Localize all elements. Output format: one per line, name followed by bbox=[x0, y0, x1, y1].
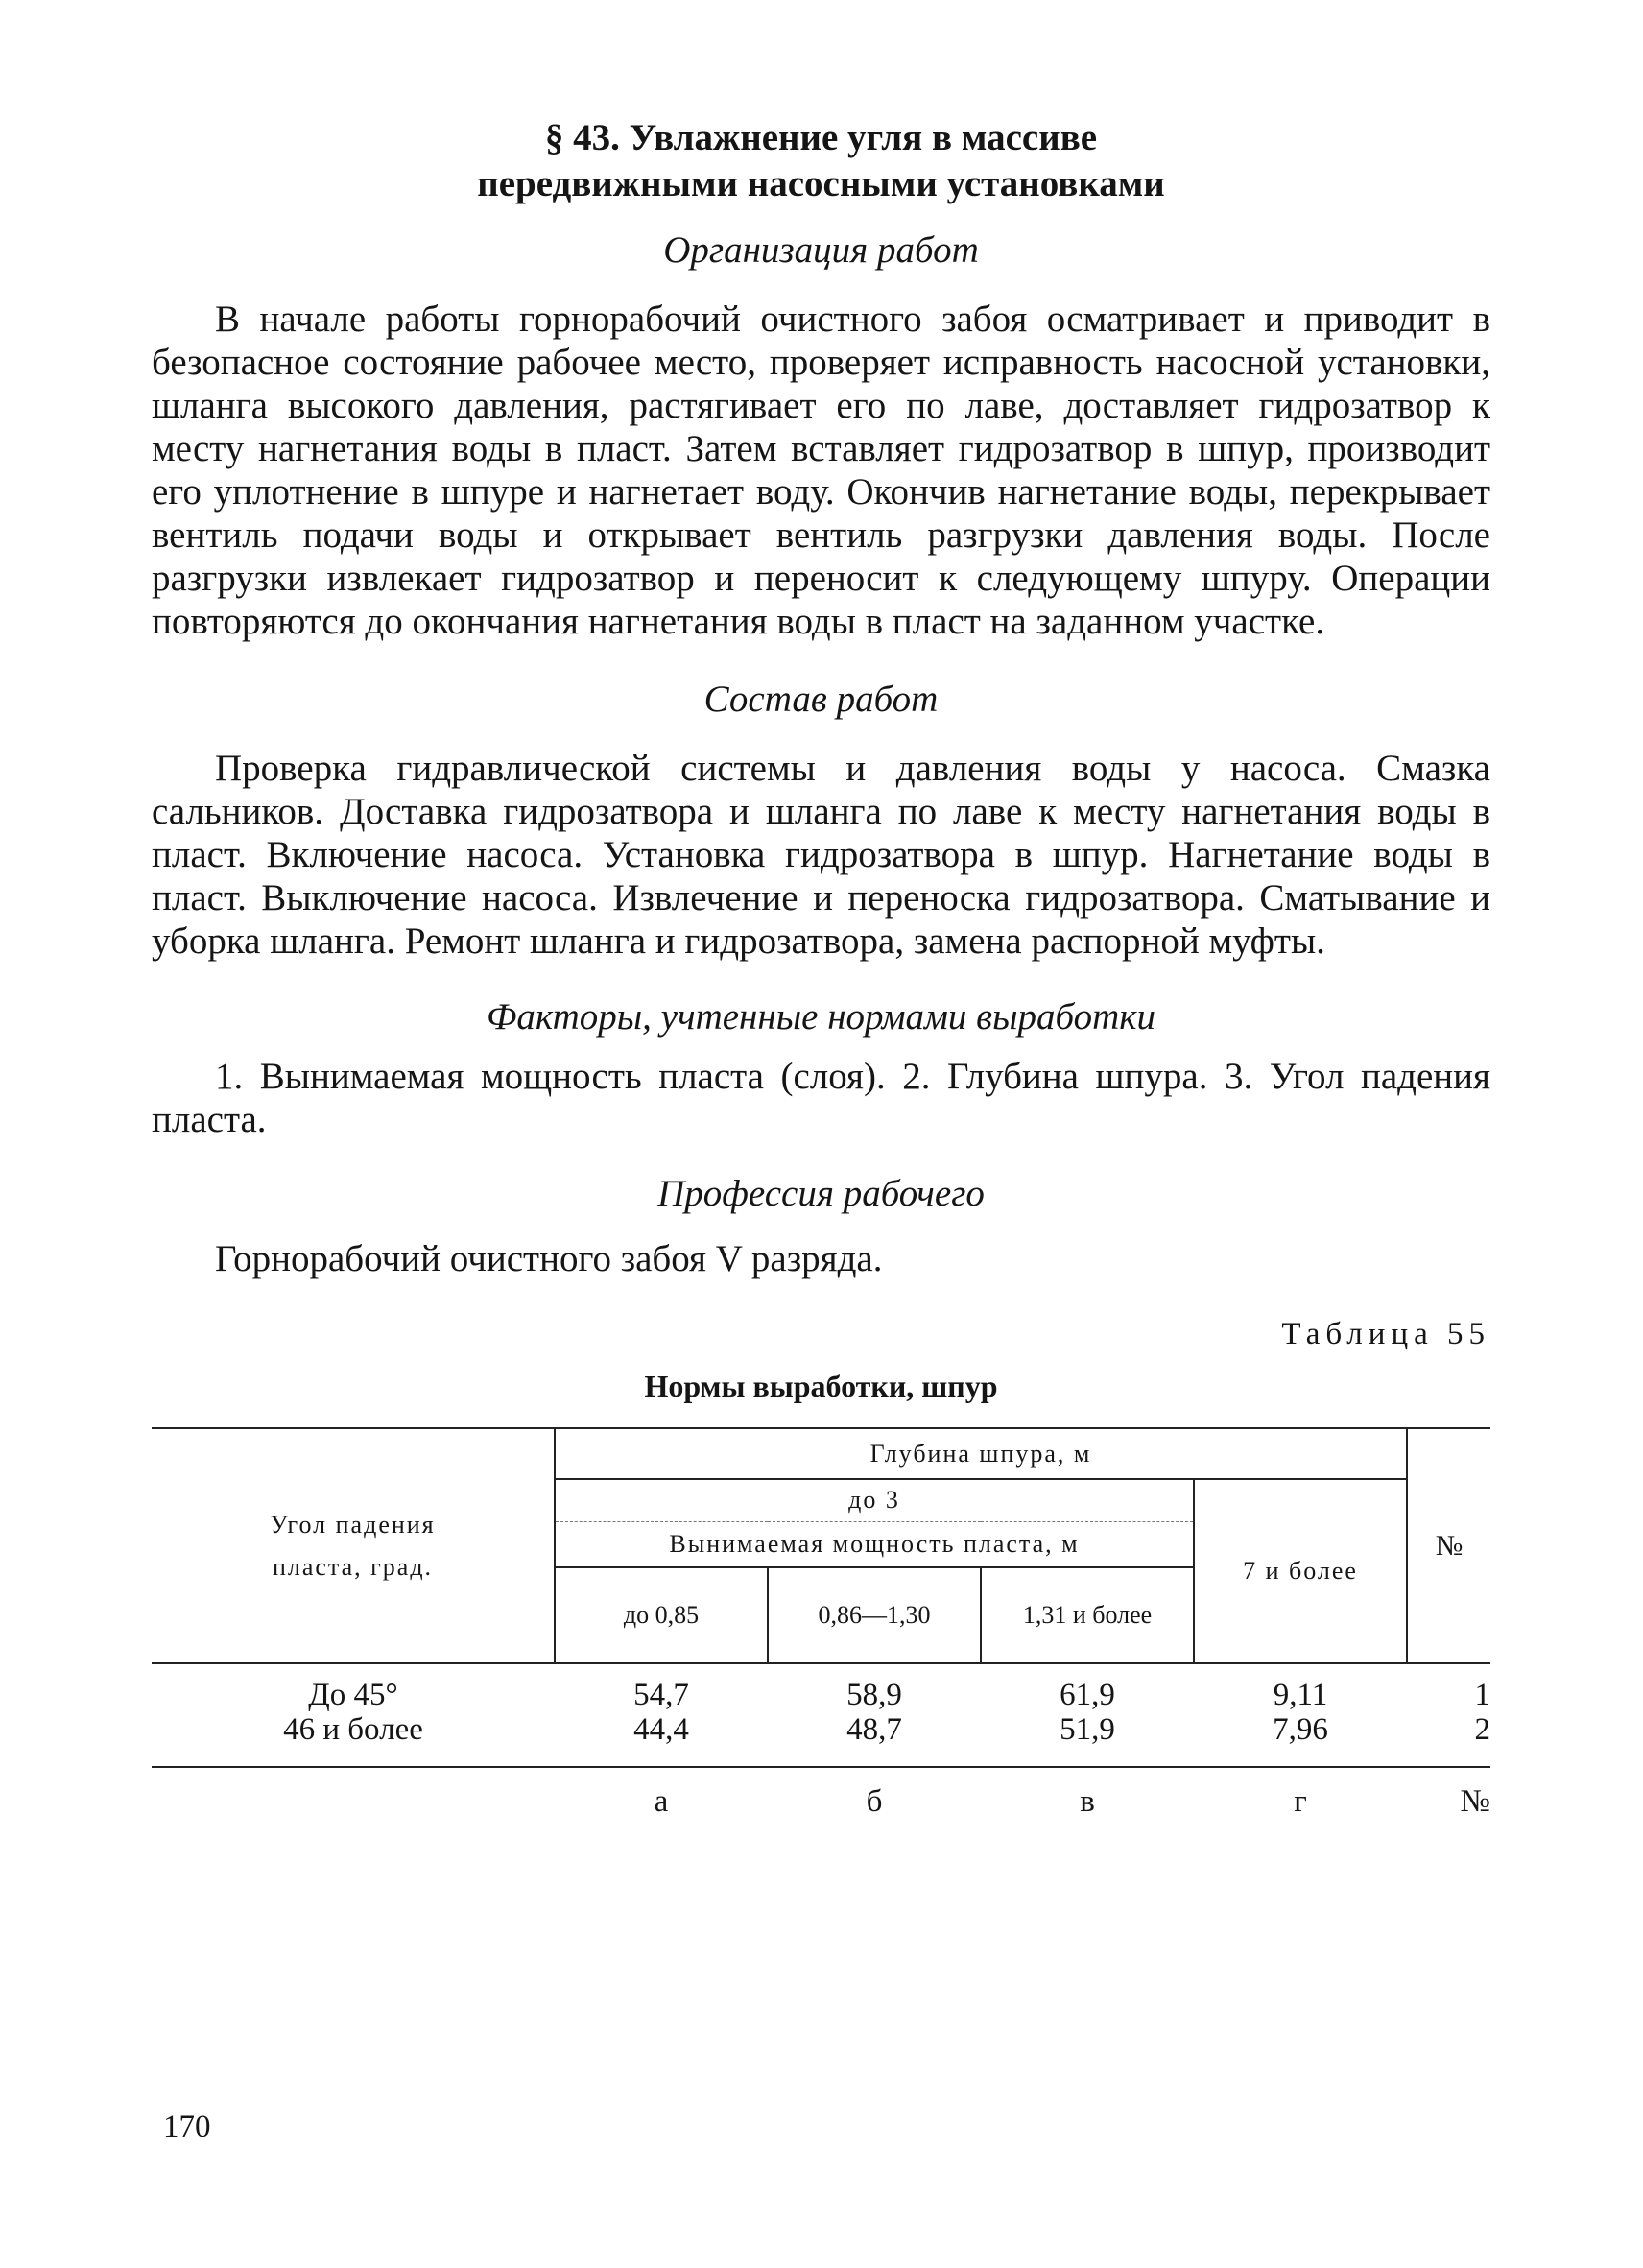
row2-num: 2 bbox=[1474, 1712, 1490, 1747]
row1-num: 1 bbox=[1474, 1678, 1490, 1712]
header-angle-line2: пласта, град. bbox=[272, 1552, 434, 1581]
factors-heading: Факторы, учтенные нормами выработки bbox=[486, 996, 1155, 1038]
header-7more: 7 и более bbox=[1194, 1479, 1407, 1663]
table-row bbox=[152, 1678, 1490, 1712]
composition-text: Проверка гидравлической системы и давления воды у насоса. Смазка сальников. Доставка гидрозатвора и шланга по лаве к месту нагнетания воды в пласт. Включение насоса. Установка гидрозатвора в шпур. Нагнетание воды в пласт. Выключение насоса. Извлечение и переноска гидрозатвора. Сматывание и уборка шланга. Ремонт шланга и гидрозатвора, замена распорной муфты. bbox=[152, 748, 1490, 962]
profession-heading: Профессия рабочего bbox=[657, 1173, 985, 1214]
organization-heading: Организация работ bbox=[663, 229, 979, 271]
header-upto3: до 3 bbox=[555, 1479, 1194, 1521]
row2-c: 51,9 bbox=[1060, 1712, 1115, 1747]
letter-a: а bbox=[654, 1783, 669, 1819]
row1-c: 61,9 bbox=[1060, 1678, 1115, 1712]
organization-text: В начале работы горнорабочий очистного забоя осматривает и приводит в безопасное состояние рабочее место, проверяет исправность насосной установки, шланга высокого давления, растягивает его по лаве, доставляет гидрозатвор к месту нагнетания воды в пласт. Затем вставляет гидрозатвор в шпур, производит его уплотнение в шпуре и нагнетает воду. Окончив нагнетание воды, перекрывает вентиль подачи воды и открывает вентиль разгрузки давления воды. После разгрузки извлекает гидрозатвор и переносит к следующему шпуру. Операции повторяются до окончания нагнетания воды в пласт на заданном участке. bbox=[152, 298, 1490, 642]
section-title-line1: § 43. Увлажнение угля в массиве bbox=[544, 117, 1098, 158]
section-title-line2: передвижными насосными установками bbox=[477, 163, 1165, 204]
column-letters-row bbox=[152, 1767, 1490, 1834]
row2-a: 44,4 bbox=[633, 1712, 689, 1747]
profession-text: Горнорабочий очистного забоя V разряда. bbox=[215, 1238, 883, 1279]
row2-b: 48,7 bbox=[846, 1712, 902, 1747]
header-num: № bbox=[1435, 1529, 1464, 1562]
header-t1: до 0,85 bbox=[555, 1567, 768, 1663]
letter-num: № bbox=[1460, 1783, 1490, 1819]
table-row bbox=[152, 1712, 1490, 1747]
norms-table bbox=[152, 1429, 1490, 1834]
row1-angle: До 45° bbox=[308, 1678, 398, 1712]
table-title: Нормы выработки, шпур bbox=[644, 1369, 998, 1403]
table-label: Таблица 55 bbox=[1281, 1317, 1490, 1351]
letter-c: в bbox=[1080, 1783, 1095, 1819]
page-content bbox=[152, 115, 1490, 1834]
header-thickness: Вынимаемая мощность пласта, м bbox=[555, 1521, 1194, 1567]
letter-d: г bbox=[1294, 1783, 1307, 1819]
row1-a: 54,7 bbox=[633, 1678, 689, 1712]
letter-b: б bbox=[866, 1783, 883, 1819]
section-title bbox=[152, 115, 1490, 207]
row1-b: 58,9 bbox=[846, 1678, 902, 1712]
header-angle-line1: Угол падения bbox=[270, 1510, 436, 1539]
row2-angle: 46 и более bbox=[283, 1712, 423, 1747]
page-number: 170 bbox=[163, 2110, 211, 2144]
factors-text: 1. Вынимаемая мощность пласта (слоя). 2. Глубина шпура. 3. Угол падения пласта. bbox=[152, 1056, 1490, 1140]
row2-d: 7,96 bbox=[1273, 1712, 1328, 1747]
header-angle bbox=[152, 1429, 555, 1663]
composition-heading: Состав работ bbox=[703, 679, 939, 720]
row1-d: 9,11 bbox=[1273, 1678, 1328, 1712]
header-depth: Глубина шпура, м bbox=[555, 1429, 1407, 1479]
header-t3: 1,31 и более bbox=[981, 1567, 1194, 1663]
header-t2: 0,86—1,30 bbox=[768, 1567, 981, 1663]
